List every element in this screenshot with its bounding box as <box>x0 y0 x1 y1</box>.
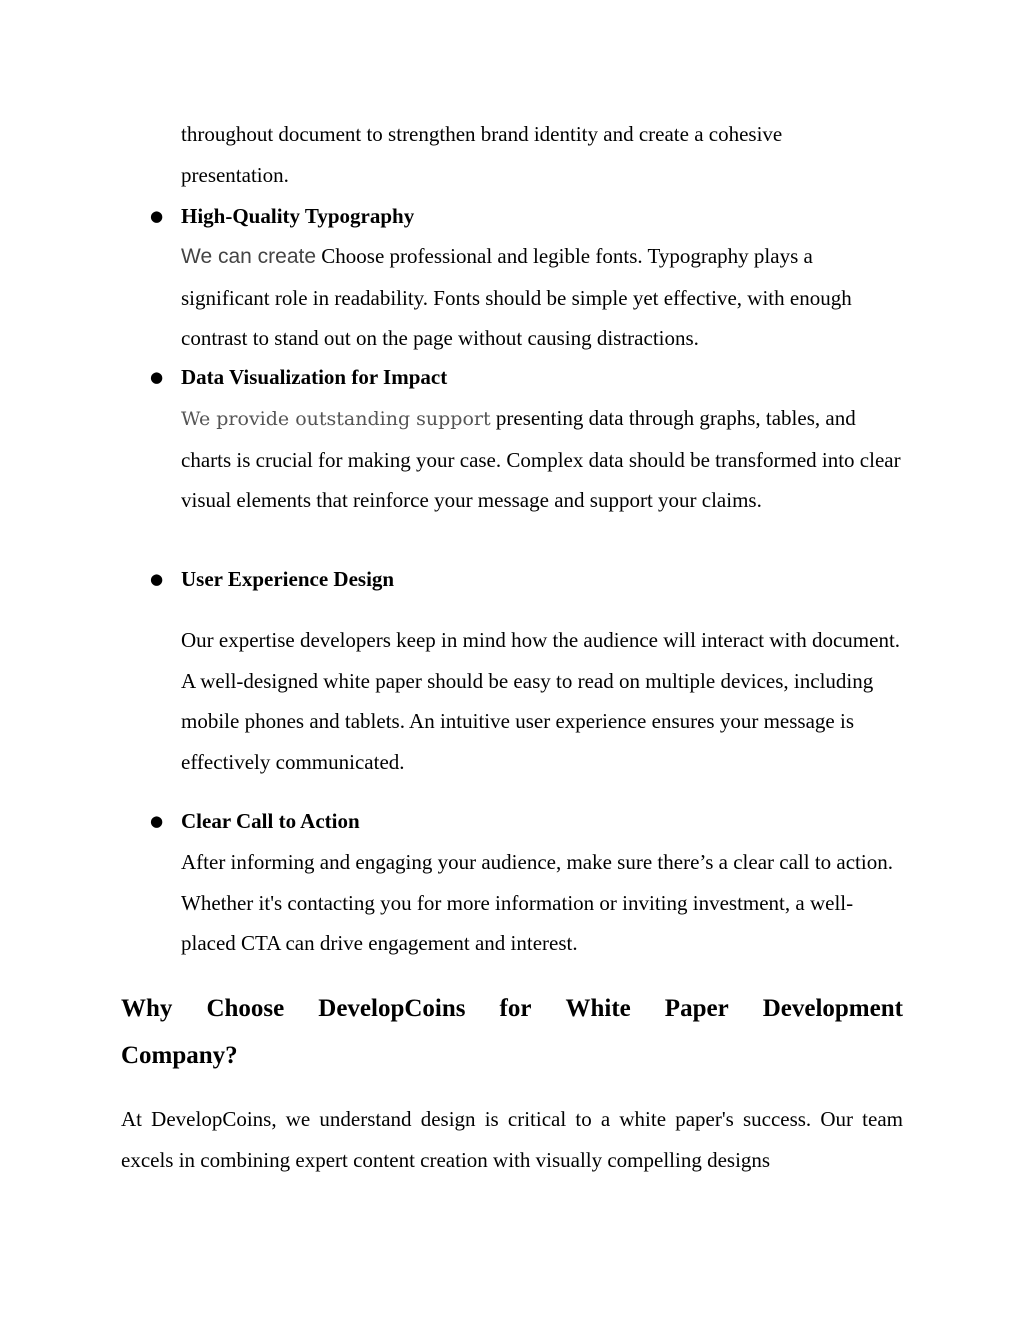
heading-line-1 <box>121 985 903 1032</box>
section-heading <box>121 985 903 1079</box>
bullet-body-typography <box>181 236 901 359</box>
bullet-icon: ● <box>150 570 164 588</box>
bullet-body-text: presenting data through graphs, tables, and charts is crucial for making your case. Complex data should be transformed into clear visual elements that reinforce your message and support your claims. <box>181 406 901 512</box>
continuation-paragraph <box>181 114 901 195</box>
heading-word: Development <box>762 995 903 1022</box>
bullet-lead-text: We provide outstanding support <box>181 408 491 430</box>
bullet-body-user-experience <box>181 620 901 782</box>
heading-word: Why <box>121 995 173 1022</box>
bullet-title: User Experience Design <box>181 567 395 591</box>
bullet-title: High-Quality Typography <box>181 204 415 228</box>
heading-word: for <box>499 995 532 1022</box>
heading-word: White <box>565 995 631 1022</box>
closing-paragraph: At DevelopCoins, we understand design is critical to a white paper's success. Our team excels in combining expert content creation with visually compelling designs <box>121 1107 903 1172</box>
bullet-body-text: After informing and engaging your audience, make sure there’s a clear call to action. Whether it's contacting you for more information or inviting investment, a well-placed CTA can drive engagement and interest. <box>181 850 893 955</box>
bullet-lead-text: We can create <box>181 245 317 268</box>
bullet-icon: ● <box>150 812 164 830</box>
heading-word: Choose <box>206 995 285 1022</box>
bullet-body-text: Choose professional and legible fonts. Typography plays a significant role in readability. Fonts should be simple yet effective, with enough contrast to stand out on the page without causing distractions. <box>181 244 852 350</box>
bullet-title: Data Visualization for Impact <box>181 365 448 389</box>
heading-word: Paper <box>664 995 729 1022</box>
heading-word: DevelopCoins <box>318 995 466 1022</box>
bullet-body-text: Our expertise developers keep in mind how the audience will interact with document. A well-designed white paper should be easy to read on multiple devices, including mobile phones and tablets. An intuitive user experience ensures your message is effectively communicated. <box>181 628 901 774</box>
bullet-icon: ● <box>150 207 164 225</box>
bullet-icon: ● <box>150 368 164 386</box>
bullet-body-data-visualization <box>181 398 901 521</box>
heading-line-2: Company? <box>121 1042 238 1069</box>
bullet-title: Clear Call to Action <box>181 809 360 833</box>
continuation-line-2: presentation. <box>181 162 289 187</box>
bullet-body-call-to-action <box>181 842 901 964</box>
continuation-line-1: throughout document to strengthen brand identity and create a cohesive <box>181 122 783 146</box>
